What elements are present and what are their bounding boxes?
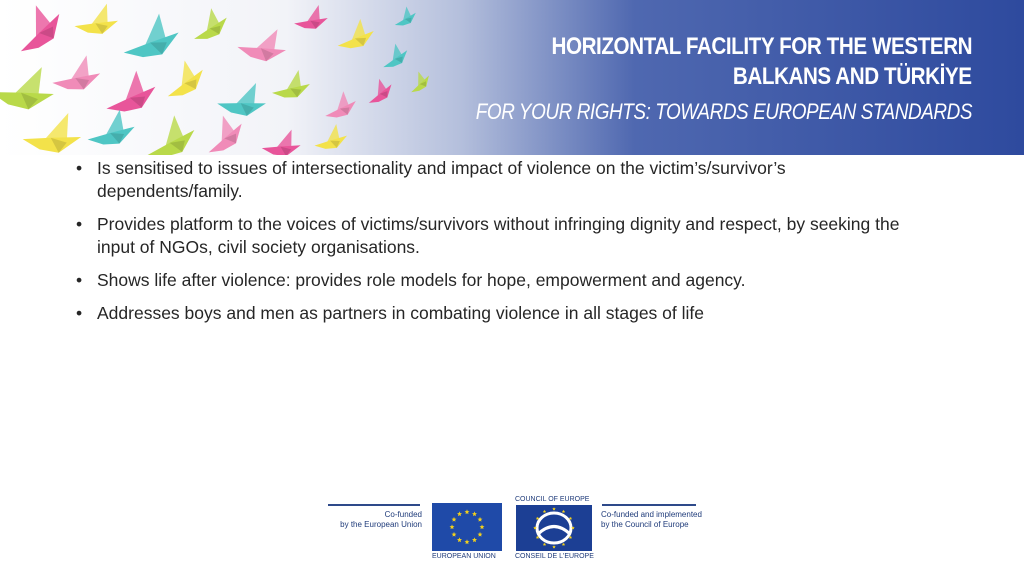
- eu-cofunded-line2: by the European Union: [340, 520, 422, 529]
- star-icon: [465, 509, 470, 514]
- banner-title-line1: HORIZONTAL FACILITY FOR THE WESTERN: [551, 33, 972, 60]
- coe-cofunded-line1: Co-funded and implemented: [601, 510, 702, 519]
- coe-caption-bottom: CONSEIL DE L'EUROPE: [515, 553, 594, 560]
- bullet-item: [76, 269, 926, 292]
- star-icon: [450, 524, 455, 529]
- banner-title-line2: BALKANS AND TÜRKİYE: [733, 63, 972, 90]
- star-icon: [452, 517, 457, 522]
- star-icon: [543, 543, 546, 546]
- coe-caption-top: COUNCIL OF EUROPE: [515, 496, 590, 503]
- star-icon: [452, 532, 457, 537]
- star-icon: [552, 545, 555, 548]
- star-icon: [562, 543, 565, 546]
- bullet-text: Addresses boys and men as partners in combating violence in all stages of life: [97, 303, 704, 323]
- coe-emblem-icon: [516, 505, 592, 551]
- star-icon: [472, 511, 477, 516]
- bullet-text: Is sensitised to issues of intersectionality and impact of violence on the victim’s/survivor’s dependents/family.: [97, 158, 786, 201]
- star-icon: [543, 510, 546, 513]
- star-icon: [478, 517, 483, 522]
- star-icon: [480, 524, 485, 529]
- star-icon: [562, 510, 565, 513]
- eu-cofunded-line1: Co-funded: [384, 510, 422, 519]
- star-icon: [472, 537, 477, 542]
- bullet-icon: •: [76, 270, 83, 290]
- eu-cofunded-text: [328, 510, 422, 530]
- coe-cofunded-text: [601, 510, 711, 530]
- bullet-icon: •: [76, 158, 83, 178]
- star-icon: [465, 539, 470, 544]
- bullet-icon: •: [76, 303, 83, 323]
- bullet-item: [76, 157, 926, 203]
- bullet-list: [76, 157, 926, 335]
- coe-cofunded-line2: by the Council of Europe: [601, 520, 689, 529]
- eu-stars-icon: [432, 503, 502, 551]
- bullet-item: [76, 213, 926, 259]
- star-icon: [478, 532, 483, 537]
- funding-logos: [328, 496, 708, 566]
- coe-flag-logo: [516, 505, 592, 551]
- bullet-text: Provides platform to the voices of victims/survivors without infringing dignity and respect, by seeking the input of NGOs, civil society organisations.: [97, 214, 900, 257]
- star-icon: [457, 537, 462, 542]
- eu-caption: EUROPEAN UNION: [432, 553, 496, 560]
- bullet-icon: •: [76, 214, 83, 234]
- bullet-item: [76, 302, 926, 325]
- eu-flag-logo: [432, 503, 502, 551]
- header-banner: [0, 0, 1024, 155]
- star-icon: [552, 507, 555, 510]
- eu-divider: [328, 504, 420, 506]
- coe-divider: [602, 504, 696, 506]
- banner-subtitle: FOR YOUR RIGHTS: TOWARDS EUROPEAN STANDARDS: [475, 99, 972, 124]
- star-icon: [457, 511, 462, 516]
- bullet-text: Shows life after violence: provides role models for hope, empowerment and agency.: [97, 270, 746, 290]
